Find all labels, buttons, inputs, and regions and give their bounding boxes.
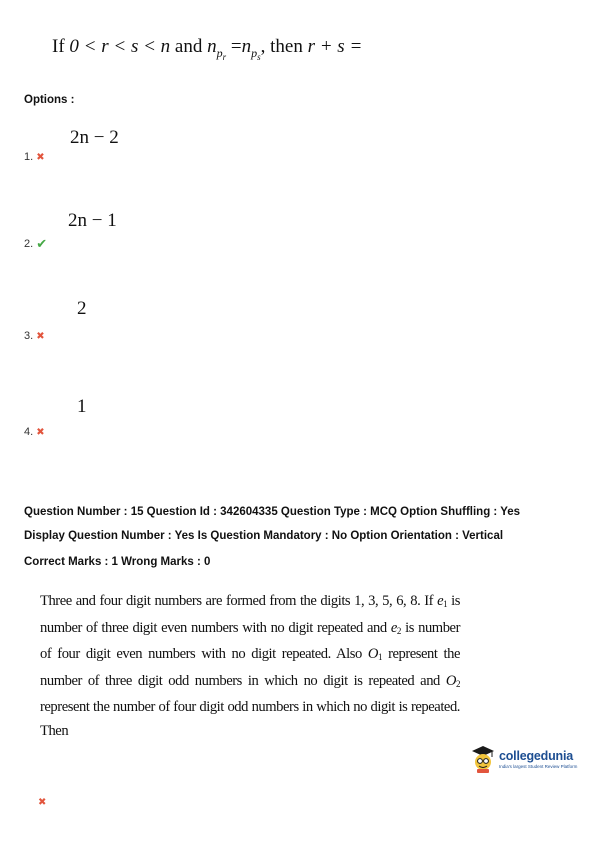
option-3-label: 3.	[24, 330, 34, 342]
question-15-stem	[40, 590, 460, 743]
logo-name: collegedunia	[499, 749, 574, 763]
graduate-mascot-icon	[470, 745, 496, 773]
o-symbol: O	[367, 646, 378, 662]
lhs-p: p	[216, 46, 223, 60]
then-word: , then	[260, 36, 303, 57]
rhs-sub: s	[257, 52, 261, 62]
q15-text-part-3: is number of four digit even numbers with no digit repeated. Also	[40, 619, 460, 662]
logo-tagline: India's largest Student Review Platform	[499, 764, 578, 769]
logo-text	[499, 749, 577, 769]
e-symbol: e	[437, 593, 444, 609]
e-symbol: e	[390, 619, 397, 636]
lhs-n: n	[207, 36, 217, 57]
o-symbol: O	[445, 672, 456, 689]
e2-subscript: 2	[396, 625, 401, 636]
o1-subscript: 1	[377, 652, 383, 662]
question-meta-line-3: Correct Marks : 1 Wrong Marks : 0	[24, 556, 211, 568]
lhs-sub: r	[222, 52, 227, 62]
option-3-number	[24, 330, 45, 342]
cross-icon: ✖	[36, 426, 45, 438]
option-3-text: 2	[77, 298, 87, 319]
q15-text-part-4: represent the number of three digit odd numbers in which no digit is repeated and	[40, 646, 461, 689]
if-word: If	[52, 36, 65, 57]
rhs-n: n	[241, 36, 252, 57]
q15-text-part-2: is number of three digit even numbers with no digit repeated and	[40, 593, 460, 636]
cross-icon: ✖	[36, 151, 45, 163]
and-word: and	[174, 36, 203, 57]
question-meta-line-1: Question Number : 15 Question Id : 342604335 Question Type : MCQ Option Shuffling : Yes	[24, 506, 521, 518]
o2-subscript: 2	[455, 678, 461, 689]
option-1-text: 2n − 2	[70, 127, 119, 148]
q15-text-part-5: represent the number of four digit odd numbers in which no digit is repeated. Then	[40, 699, 460, 739]
rhs-p: p	[251, 46, 258, 60]
equals-sign: =	[230, 36, 242, 57]
collegedunia-logo	[470, 745, 577, 773]
cross-icon: ✖	[36, 330, 45, 342]
option-4-text: 1	[77, 396, 87, 417]
option-2-text: 2n − 1	[68, 210, 117, 231]
question-meta-line-2: Display Question Number : Yes Is Question Mandatory : No Option Orientation : Vertical	[24, 530, 504, 542]
option-4-label: 4.	[24, 426, 34, 438]
question-14-stem	[52, 36, 362, 62]
options-label: Options :	[24, 94, 75, 106]
option-4-number	[24, 426, 45, 438]
e1-subscript: 1	[443, 599, 448, 609]
option-2-label: 2.	[24, 238, 34, 250]
option-1-number	[24, 151, 45, 163]
target-expression: r + s =	[307, 36, 363, 57]
cross-icon: ✖	[38, 797, 47, 808]
option-2-number	[24, 236, 47, 252]
q15-text-part-1: Three and four digit numbers are formed from the digits 1, 3, 5, 6, 8. If	[40, 593, 434, 609]
option-1-label: 1.	[24, 151, 34, 163]
check-icon: ✔	[36, 236, 48, 251]
inequality: 0 < r < s < n	[69, 36, 171, 57]
